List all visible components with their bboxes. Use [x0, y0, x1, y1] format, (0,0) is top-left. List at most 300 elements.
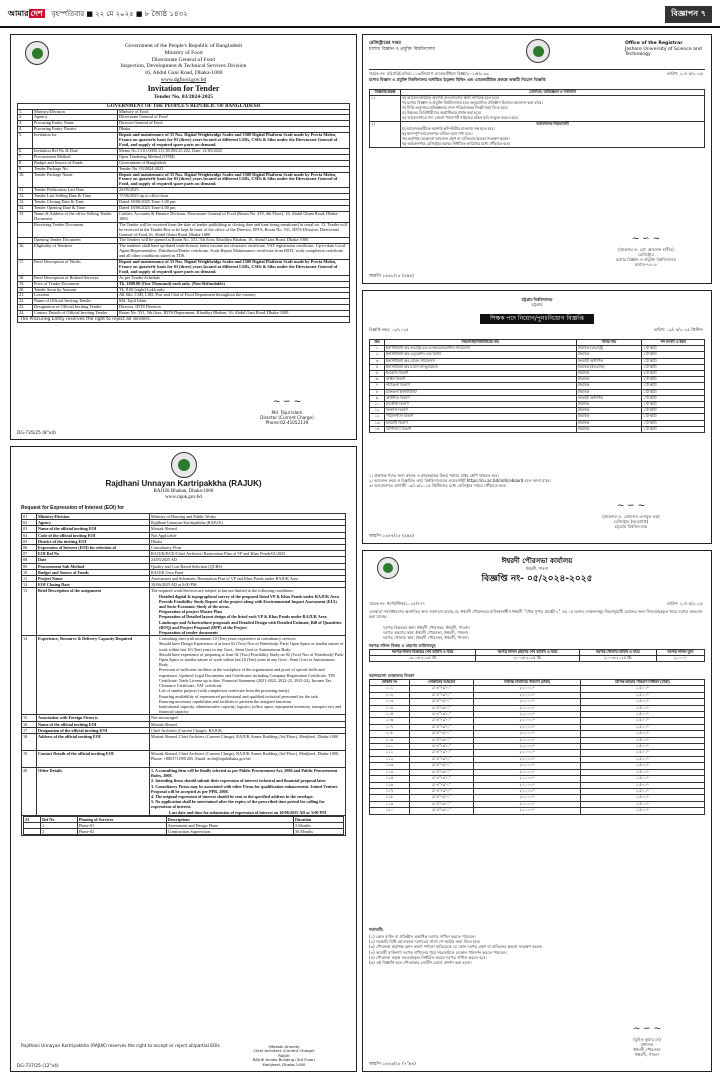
- column-header: বিভাগ/ইনস্টিটিউটের নাম: [385, 340, 577, 346]
- table-cell: ইনস্টিটিউট অব মেরিন সায়েন্সেস: [385, 358, 577, 364]
- row-value: Repair and maintenance of 33 Nos. Digital Weighbridge Scales and 1500 Digital Platform Scale made by Precia Molen, France on quarterly basis for 03 (three) years located at different LSDs, CSDs & Silos under the Directorate General of Food, and supply of required spare parts on demand.: [118, 260, 350, 276]
- ish-title: বিজ্ঞপ্তি নং- ০৫/২০২৪-২০২৫: [481, 574, 593, 585]
- row-number: 18: [22, 733, 37, 750]
- ish-date: তারিখ- ২০/০৫/২০২৫: [666, 601, 703, 606]
- row-label: Tender Closing Date & Time: [33, 200, 118, 206]
- table-cell: ১,৫০০/-: [580, 776, 704, 782]
- row-value: Mostak Ahmed: [150, 526, 346, 532]
- row-label: Experience, Resource & Delivery Capacity Required: [37, 636, 150, 715]
- table-cell: ১০৭: [370, 724, 410, 730]
- row-label: Procuring Entity District: [33, 127, 118, 133]
- section-tag: বিজ্ঞাপন ৭: [665, 6, 712, 23]
- column-header: 21: [24, 816, 41, 822]
- table-row: [24, 829, 344, 835]
- table-cell: প্রভাষক (ফরেস্ট্রি): [576, 346, 641, 352]
- list-item: ঝ) আবেদনপত্র রেজিস্ট্রার বরাবর নির্ধারিত তারিখের মধ্যে পৌঁছাতে হবে।: [402, 142, 511, 146]
- table-cell: মার্কেটিং বিভাগ: [385, 402, 577, 408]
- table-cell: ১১০: [370, 744, 410, 750]
- table-cell: ২০,০০০/-: [474, 712, 580, 718]
- table-cell: ১১২: [370, 756, 410, 762]
- list-item: Institutional capacity, administrative capacity, logistics (office space, equipment inventory, transport etc) and financial capacity: [159, 703, 342, 715]
- other-date: Last date and time for submission of expression of interest on 10/06/2025 AD at 3:00 PM: [168, 809, 327, 815]
- row-value: 10/06/2025 AD at 3:00 PM: [150, 582, 346, 588]
- row-number: 12.: [18, 194, 33, 200]
- row-value: Repair and maintenance of 33 Nos. Digital Weighbridge Scales and 1500 Digital Platform Scale made by Precia Molen, France on quarterly basis for 03 (three) years located at different LSDs, CSDs & Silos under the Directorate General of Food, and supply of required spare parts on demand.: [118, 133, 350, 149]
- row-label: Contact Details of the official inviting EOI: [37, 750, 150, 767]
- food-gov-caps: GOVERNMENT OF THE PEOPLE'S REPUBLIC OF BANGLADESH: [17, 103, 350, 109]
- ish-signer-place: ঈশ্বরদী, পাবনা: [635, 1052, 659, 1057]
- table-cell: ২০,০০০/-: [474, 750, 580, 756]
- row-number: 16: [22, 721, 37, 727]
- table-cell: ১০৯: [370, 737, 410, 743]
- food-ministry: Ministry of Food: [164, 49, 203, 56]
- table-cell: ২০,০০০/-: [474, 737, 580, 743]
- row-number: 8.: [18, 160, 33, 166]
- table-cell: ২০,০০০/-: [474, 731, 580, 737]
- list-item: Preparation of project Master Plan: [159, 609, 222, 615]
- row-value: As per Tender Schedule: [118, 275, 350, 281]
- list-item: Preparation of tender documents: [159, 630, 219, 636]
- table-cell: ৯'-৪"×৯'-০": [409, 808, 474, 814]
- table-cell: ১,৫০০/-: [580, 712, 704, 718]
- table-cell: ৯'-৪"×৯'-০": [409, 731, 474, 737]
- table-cell: সহকারী অধ্যাপক: [576, 358, 641, 364]
- row-label: Tender Security Amount: [33, 287, 118, 293]
- row-value: Md. Tajul Islam: [118, 299, 350, 305]
- ishwardi-municipality-ad: [362, 550, 712, 1072]
- row-value: Mostak Ahmed, Chief Architect (Current Charge), RAJUK Annex Building (3rd Floor), Motijheel, Dhaka-1000: [150, 733, 346, 750]
- table-cell: Assessment and Design Phase: [166, 822, 293, 828]
- table-cell: ১টি স্থায়ী: [642, 395, 705, 401]
- table-row: [370, 808, 705, 814]
- jessore-lines: [401, 96, 705, 122]
- jessore-recruitment-ad: [362, 34, 712, 284]
- column-header: Ref No: [41, 816, 78, 822]
- rajuk-sub: RAJUK Bhaban, Dhaka-1000: [153, 489, 214, 494]
- food-signature: [232, 397, 342, 425]
- row-value: Consultancy Firm: [150, 545, 346, 551]
- table-cell: ১,৫০০/-: [580, 750, 704, 756]
- table-cell: ২০-০৬-২০২৫ খ্রি:: [476, 656, 580, 662]
- row-number: 23.: [18, 305, 33, 311]
- table-cell: ৯'-৪"×৯'-০": [409, 756, 474, 762]
- rajuk-signer: (Mostak Ahmed): [268, 1043, 300, 1049]
- table-cell: ১,৫০০/-: [580, 692, 704, 698]
- table-cell: ৮: [370, 389, 385, 395]
- row-number: 19: [22, 750, 37, 767]
- row-number: [18, 222, 33, 238]
- table-cell: ১,৫০০/-: [580, 769, 704, 775]
- row-label: Name of the official inviting EOI: [37, 721, 150, 727]
- table-cell: প্রভাষক: [576, 420, 641, 426]
- table-cell: ১টি স্থায়ী: [642, 377, 705, 383]
- row-number: 15: [22, 715, 37, 721]
- row-value: Repair and maintenance of 33 Nos. Digital Weighbridge Scales and 1500 Digital Platform Scale made by Precia Molen, France on quarterly basis for 03 (three) years located at different LSDs, CSDs & Silos under the Directorate General of Food, and supply of required spare parts on demand.: [118, 172, 350, 188]
- column-header: দরপত্র দলিল গ্রহণের শেষ তারিখ ও সময়: [476, 650, 580, 656]
- row-label: Name & Address of the office Selling Tender Document: [33, 211, 118, 222]
- table-cell: ইনস্টিটিউট অব এডুকেশন এন্ড রিসার্চ: [385, 352, 577, 358]
- table-cell: ২০,০০০/-: [474, 801, 580, 807]
- table-row: [18, 172, 350, 188]
- table-cell: প্রভাষক: [576, 408, 641, 414]
- date-line: বৃহস্পতিবার ■ ২২ মে ২০২৫ ■ ৮ জ্যৈষ্ঠ ১৪৩২: [51, 10, 188, 18]
- table-cell: ২,০০০/-: [656, 656, 704, 662]
- row-label: Budget and Source of Funds: [37, 569, 150, 575]
- table-cell: ২০,০০০/-: [474, 692, 580, 698]
- table-row: [22, 815, 346, 836]
- row-number: 6.: [18, 148, 33, 154]
- table-cell: ১টি স্থায়ী: [642, 408, 705, 414]
- table-cell: প্রভাষক: [576, 389, 641, 395]
- list-item: খ) যশোর বিজ্ঞান ও প্রযুক্তি বিশ্ববিদ্যালয় হতে অনুমোদিত প্রতিষ্ঠান হিসেবে আবেদন করা যাবে।: [402, 101, 543, 105]
- table-cell: ১০১: [370, 686, 410, 692]
- food-phone: Phone:02-41052139: [265, 420, 309, 425]
- list-item: 1. A consulting firm will be finally selected as per Public Procurement Act, 2006 and Public Procurement Rules, 2008.: [151, 767, 338, 779]
- table-cell: ১,৫০০/-: [580, 731, 704, 737]
- table-cell: ১,৫০০/-: [580, 795, 704, 801]
- table-cell: ১,৫০০/-: [580, 724, 704, 730]
- table-cell: ২০,০০০/-: [474, 705, 580, 711]
- row-label: Association with Foreign Firms is: [37, 715, 150, 721]
- table-row: [18, 311, 350, 317]
- table-cell: ১,৫০০/-: [580, 737, 704, 743]
- rajuk-signer-addr: RAJUK Annex Building (3rd Floor): [252, 1057, 316, 1063]
- row-label: Eligibility of Tenderer: [33, 244, 118, 260]
- table-cell: ২০,০০০/-: [474, 795, 580, 801]
- jessore-sub: আবেদনের নিয়মাবলী: [536, 122, 569, 126]
- row-number: 05: [22, 538, 37, 544]
- table-cell: ১,৫০০/-: [580, 699, 704, 705]
- table-cell: প্রভাষক (ইংরেজি): [576, 364, 641, 370]
- column-header: পদ সংখ্যা ও ধরন: [642, 340, 705, 346]
- row-number: 14.: [18, 205, 33, 211]
- table-cell: ৯'-৪"×৯'-০": [409, 776, 474, 782]
- row-number: 24.: [18, 311, 33, 317]
- row-number: 11.: [18, 188, 33, 194]
- table-cell: ২০,০০০/-: [474, 724, 580, 730]
- table-cell: ২০,০০০/-: [474, 699, 580, 705]
- row-label: Project Name: [37, 576, 150, 582]
- row-value: Quality and Cost Based Selection (QCBS): [150, 563, 346, 569]
- row-number: 21.: [18, 293, 33, 299]
- row-label: Opening Tender Document: [33, 238, 118, 244]
- paper-name: [8, 8, 188, 21]
- table-cell: ২০,০০০/-: [474, 686, 580, 692]
- table-row: [22, 636, 346, 715]
- table-cell: প্রভাষক: [576, 402, 641, 408]
- table-cell: ১০৩: [370, 699, 410, 705]
- jessore-lines2: [402, 127, 703, 147]
- table-cell: ২টি স্থায়ী: [642, 371, 705, 377]
- table-cell: ১১৭: [370, 788, 410, 794]
- ish-signature: [597, 1024, 697, 1057]
- table-cell: ৯'-৪"×৯'-০": [409, 737, 474, 743]
- ish-signer: (মুহিত কুমার দে): [633, 1037, 661, 1042]
- jessore-left-head: [369, 41, 435, 52]
- list-item: 4. The original expression of interest should be sent to the specified address in the envelope.: [151, 793, 314, 799]
- column-header: সর্বনিম্ন সালামির পরিমাণ (টাকা): [474, 680, 580, 686]
- ish-place: ঈশ্বরদী, পাবনা: [526, 566, 548, 571]
- table-cell: ৯'-৪"×৯'-০": [409, 705, 474, 711]
- column-header: দোকানের আয়তন: [409, 680, 474, 686]
- row-label: Procurement Method: [33, 154, 118, 160]
- row-value: Rajdhani Unnayan Kartripakkha (RAJUK): [150, 520, 346, 526]
- row-value: RAJUK/E/CE/Chief Architect/ Restoration Plan of VP and Khas Ponds/01/2025: [150, 551, 346, 557]
- table-cell: ১টি স্থায়ী: [642, 414, 705, 420]
- list-item: Provision of sufficient facilities at the workplace of the organization and proof of special skills and experience, Updated Legal Documents and Certificates including Company Registration Certificate, TIN Certificate, Trade License up to date, Financial Statement (2021-2022, 2022-23, 2023-24), Income Tax Clearance Certificate, VAT certificate: [159, 667, 335, 689]
- food-header: [11, 43, 356, 101]
- jessore-col2: যোগ্যতা, অভিজ্ঞতা ও শর্তাবলি: [401, 90, 705, 96]
- chittagong-university-ad: [362, 290, 712, 544]
- row-label: Tender Package Name: [33, 172, 118, 188]
- table-row: [22, 733, 346, 750]
- table-row: [18, 244, 350, 260]
- table-cell: ২০,০০০/-: [474, 763, 580, 769]
- table-cell: ৩: [370, 358, 385, 364]
- table-cell: ১০২: [370, 692, 410, 698]
- table-row: [22, 588, 346, 636]
- signature-mark: ~ ∽ ~: [632, 1024, 662, 1034]
- table-cell: পরিসংখ্যান বিভাগ: [385, 414, 577, 420]
- row-label: Invitation for: [33, 133, 118, 149]
- table-cell: ৯'-৪"×৯'-০": [409, 782, 474, 788]
- rajuk-signer-title: Chief Architect (Current Charge): [253, 1048, 315, 1054]
- term-item: (৬) এই বিজ্ঞপ্তি অত্র পৌরসভার নোটিশ বোর্ডে প্রদর্শন করা হলো।: [369, 960, 472, 966]
- table-cell: Phase-01: [77, 822, 166, 828]
- row-label: Location: [33, 293, 118, 299]
- list-item: ঙ) আবেদনপত্রে সদ্য তোলা পাসপোর্ট সাইজের রঙিন ছবি সংযুক্ত করতে হবে।: [402, 116, 519, 120]
- ctg-title: শিক্ষক পদে নিয়োগ/পুনঃনিয়োগ বিজ্ঞপ্তি: [480, 314, 594, 324]
- jessore-signer: (প্রফেসর ড. মো: আহসান হাবীব): [618, 247, 674, 252]
- row-value: Not encouraged: [150, 715, 346, 721]
- rajuk-reserve: Rajdhani Unnayan Kartripakkha (RAJUK) reserves the right to accept or reject all/partial EOIs: [21, 1044, 220, 1049]
- row-number: 04: [22, 532, 37, 538]
- ish-sale: [383, 625, 705, 641]
- table-cell: ৯'-৪"×৯'-০": [409, 769, 474, 775]
- row-label: Procurement Sub Method: [37, 563, 150, 569]
- phase-cell: [22, 815, 346, 836]
- term-item: (৪) আগ্রহী ব্যক্তিগণ দরপত্র দাখিলের পূর্বে সরেজমিনে দোকান পরিদর্শন করতে পারবেন।: [369, 949, 507, 955]
- table-cell: ১১১: [370, 750, 410, 756]
- ctg-signature: [561, 501, 701, 529]
- table-cell: ২: [370, 352, 385, 358]
- row-value: The Tenders will be opened at Room No. 531, 5th floor, Khaddya Bhaban, 16, Abdul Gani Road, Dhaka-1000.: [118, 238, 350, 244]
- ish-ref: আরপি ১৪৪৬/২৫ (৭"x৪): [369, 1062, 416, 1067]
- row-number: 09: [22, 563, 37, 569]
- jessore-signer-place: যশোর-৭৪০৮: [634, 262, 658, 267]
- table-cell: প্রভাষক: [576, 352, 641, 358]
- column-header: দোকান নং: [370, 680, 410, 686]
- list-item: 3. Consultancy Firms may be associated with other Firms for qualification enhancement. Joined Venture Proposal will be accepted as per PPR, 2008.: [151, 783, 338, 794]
- list-item: Ensuring availability of experienced professional and qualified technical personnel for the task: [159, 693, 318, 699]
- table-cell: ৭: [370, 383, 385, 389]
- row-number: 16.: [18, 244, 33, 260]
- row-value: Dhaka: [150, 538, 346, 544]
- table-cell: ২০,০০০/-: [474, 782, 580, 788]
- table-cell: ১,৫০০/-: [580, 782, 704, 788]
- ctg-signer-org: চট্টগ্রাম বিশ্ববিদ্যালয়: [614, 524, 648, 529]
- ishwardi-logo-icon: [377, 557, 399, 579]
- table-cell: ৯: [370, 395, 385, 401]
- row-number: 17.: [18, 260, 33, 276]
- row-value: [150, 588, 346, 636]
- table-cell: ইনস্টিটিউট অব মডার্ন ল্যাঙ্গুয়েজ: [385, 364, 577, 370]
- row-value: Tk. 1000.00 (One Thousand) each only. (Non-Refundable): [118, 281, 350, 287]
- table-cell: ২০,০০০/-: [474, 756, 580, 762]
- row-label: Designation of the official inviting EOI: [37, 727, 150, 733]
- food-web: www.dgfood.gov.bd: [160, 76, 207, 83]
- row-value: Memo No.13.01.0000.111.38.003.25.202, Date: 21/05/2025: [118, 148, 350, 154]
- row-label: Designation of Official Inviting Tender: [33, 305, 118, 311]
- row-label: Budget and Source of Funds: [33, 160, 118, 166]
- list-item: Preparation of Detailed layout design of the listed each VP & Khas Ponds under RAJUK Area: [159, 614, 327, 620]
- row-value: Directorate General of Food: [118, 115, 350, 121]
- row-number: 19.: [18, 281, 33, 287]
- jessore-col1: বিজ্ঞপ্তি/প্রকল্প: [370, 90, 401, 96]
- table-cell: আইন বিভাগ: [385, 377, 577, 383]
- table-row: [22, 750, 346, 767]
- list-item: Landscape and Arboriculture proposals and Detailed Design with Detailed Estimate, Bill of Quantities (BOQ) and Project Proposal (DPP) of the Project: [159, 619, 342, 630]
- row-label: Tender Last Selling Date & Time: [33, 194, 118, 200]
- row-number: 11: [22, 576, 37, 582]
- ish-shop-label: বরাদ্দযোগ্য দোকানের বিবরণ: [369, 673, 415, 678]
- paper-name-text: আমার: [8, 9, 29, 18]
- row-label: Tender Opening Date & Time: [33, 205, 118, 211]
- list-item: Detailed digital & topographical survey of the proposed listed VP & Khas Ponds under RAJUK Area: [159, 593, 339, 599]
- table-cell: ১০৬: [370, 718, 410, 724]
- row-label: Receiving Tender Document: [33, 222, 118, 238]
- table-cell: ১,৫০০/-: [580, 718, 704, 724]
- jessore-office-en: Office of the Registrar: [625, 41, 683, 46]
- rajuk-logo-icon: [171, 452, 197, 478]
- column-header: দরপত্র খোলার তারিখ ও সময়: [579, 650, 656, 656]
- rajuk-web: www.rajuk.gov.bd: [165, 495, 202, 500]
- table-cell: ১৯-০৬-২০২৫ খ্রি:: [370, 656, 476, 662]
- jessore-signer-title: রেজিস্ট্রার: [638, 252, 654, 257]
- note-item: ৩। আবেদনপত্র আগামী ০৯/০৬/২০২৫ খ্রিস্টাব্দের মধ্যে রেজিস্ট্রার দপ্তরে পৌঁছাতে হবে।: [369, 483, 507, 489]
- ctg-signer: (প্রফেসর ড. মোহাম্মদ এনামুল হক): [602, 514, 660, 519]
- row-label: Tender Publication Last Date: [33, 188, 118, 194]
- food-table-wrap: [17, 103, 350, 324]
- term-item: (৫) পৌরসভা কর্তৃক সরবরাহকৃত নির্ধারিত ফরমে দরপত্র দাখিল করতে হবে।: [369, 954, 487, 960]
- food-division: Inspection, Development & Technical Services Division: [120, 63, 247, 70]
- food-tender-no: Tender No. 03/2024-2025: [153, 93, 214, 100]
- row-number: 5.: [18, 133, 33, 149]
- table-cell: ২০,০০০/-: [474, 808, 580, 814]
- ish-org: ঈশ্বরদী পৌরসভা কার্যালয়: [501, 557, 573, 565]
- row-number: 3.: [18, 121, 33, 127]
- table-cell: 36 Months: [293, 829, 343, 835]
- row-number: 2.: [18, 115, 33, 121]
- list-item: Ensuring necessary capabilities and facilities to perform the assigned functions: [159, 698, 292, 704]
- row-number: 9.: [18, 166, 33, 172]
- table-row: [370, 656, 705, 662]
- row-label: Date: [37, 557, 150, 563]
- ish-intro: এতদ্বারা সর্বসাধারণের অবগতির জন্য জানানো যাচ্ছে যে, ঈশ্বরদী পৌরসভার মালিকানাধীন ঈশ্বরদী "পৌর সুপার মার্কেট-২" এর ১ম তলার দোকানসমূহ নিয়মানুযায়ী বরাদ্দের জন্য সিলমোহরকৃত খামে দরপত্র আহবান করা যাচ্ছে।: [369, 609, 703, 620]
- ctg-date: তারিখ: ১৯/০৫/২০২৫ খ্রিস্টাব্দ: [653, 327, 703, 332]
- food-signer-title: Director (Current Charge): [260, 415, 314, 420]
- ctg-memo: বিজ্ঞপ্তি নম্বর: ০৯/২০২৫: [369, 327, 409, 332]
- signature-mark: ~ ∽ ~: [631, 234, 661, 244]
- food-title: Invitation for Tender: [147, 83, 220, 93]
- ctg-place: চট্টগ্রাম: [531, 302, 543, 308]
- table-cell: ৫: [370, 371, 385, 377]
- row-value: Ministry of Food: [118, 109, 350, 115]
- table-cell: ১টি স্থায়ী: [642, 426, 705, 432]
- row-value: Government of Bangladesh: [118, 160, 350, 166]
- ish-signer-title: প্রশাসক: [640, 1042, 654, 1047]
- list-item: দরপত্র বিক্রয়ের স্থান: ঈশ্বরদী পৌরসভা, ঈশ্বরদী, পাবনা।: [383, 625, 470, 630]
- jessore-ref: আরপি ১৪৪৮/২৫ (৫x৪): [369, 274, 414, 279]
- ish-sched-table: [369, 649, 705, 662]
- term-item: (২) সরকারি বিধি মোতাবেক দরপত্রের সাথে পে-অর্ডার জমা দিতে হবে।: [369, 939, 481, 945]
- table-cell: ১,৫০০/-: [580, 808, 704, 814]
- table-cell: সহকারী অধ্যাপক: [576, 395, 641, 401]
- food-gov: Government of the People's Republic of Bangladesh: [124, 43, 243, 49]
- ish-terms-label: শর্তাবলী:: [369, 927, 384, 932]
- row-number: 7.: [18, 154, 33, 160]
- row-label: Address of the official inviting EOI: [37, 733, 150, 750]
- table-cell: ১৩: [370, 420, 385, 426]
- row-number: 20: [22, 767, 37, 815]
- row-number: 08: [22, 557, 37, 563]
- ish-terms: [369, 934, 705, 965]
- table-cell: ১,৫০০/-: [580, 763, 704, 769]
- row-number: 03: [22, 526, 37, 532]
- row-label: Other Details: [37, 767, 150, 815]
- ctg-org: চট্টগ্রাম বিশ্ববিদ্যালয়: [521, 297, 553, 302]
- row-value: Not Applicable: [150, 532, 346, 538]
- list-item: Provide Feasibility Study Report of the project along with Environmental Impact Assessment (EIA) and Socio-Economic Study of the areas.: [159, 598, 337, 610]
- column-header: দরপত্র দলিল মূল্য: [656, 650, 704, 656]
- table-cell: ১১৪: [370, 769, 410, 775]
- table-cell: ৪: [370, 364, 385, 370]
- jessore-sub-cell: [401, 122, 705, 148]
- row-label: Price of Tender Document: [33, 281, 118, 287]
- row-label: Ministry/Division: [33, 109, 118, 115]
- table-cell: ১টি স্থায়ী: [642, 383, 705, 389]
- table-cell: প্রভাষক: [576, 414, 641, 420]
- row-number: 22.: [18, 299, 33, 305]
- ish-shop-table: [369, 679, 705, 815]
- row-number: 12: [22, 582, 37, 588]
- food-reserve: The Procuring Entity reserves the right to reject all Tenders.: [17, 317, 350, 323]
- food-signer: Md. Tajul Islam: [271, 410, 303, 415]
- table-row: [22, 767, 346, 815]
- ish-signer-org: ঈশ্বরদী পৌরসভা: [633, 1047, 661, 1052]
- ish-memo: স্মারক নং- ঈপৌ/স্টাফ/২০২৫/৭৭৭: [369, 601, 425, 606]
- rajuk-ref: DG-737/25 (12"x4): [17, 1064, 59, 1069]
- list-item: Consulting firm with minimum 10 (Ten) years experience in consultancy services: [159, 636, 296, 642]
- table-cell: ২০,০০০/-: [474, 788, 580, 794]
- row-value: Mostak Ahmed: [150, 721, 346, 727]
- row-value: Dated 18/06/2025 Time-2:00 pm: [118, 205, 350, 211]
- jessore-org-bn: যশোর বিজ্ঞান ও প্রযুক্তি বিশ্ববিদ্যালয়: [369, 46, 436, 52]
- paper-name-box: দেশ: [30, 9, 43, 18]
- column-header: Phasing of Services: [77, 816, 166, 822]
- row-number: 1.: [18, 109, 33, 115]
- list-item: 5. No application shall be entertained after the expiry of the prescribed time period for calling for expressions of interest.: [151, 799, 325, 810]
- table-cell: ৯'-৪"×৯'-০": [409, 750, 474, 756]
- ctg-notes: [369, 473, 705, 489]
- row-number: 01: [22, 514, 37, 520]
- table-cell: ১টি স্থায়ী: [642, 358, 705, 364]
- row-value: Dhaka: [118, 127, 350, 133]
- row-label: Name of the official inviting EOI: [37, 526, 150, 532]
- note-item: ১। প্রভাষক পদের জন্য স্নাতক ও স্নাতকোত্তর উভয় পর্যায়ে প্রথম শ্রেণি থাকতে হবে।: [369, 473, 499, 478]
- bangladesh-seal-icon: [25, 41, 49, 65]
- table-cell: ১১৩: [370, 763, 410, 769]
